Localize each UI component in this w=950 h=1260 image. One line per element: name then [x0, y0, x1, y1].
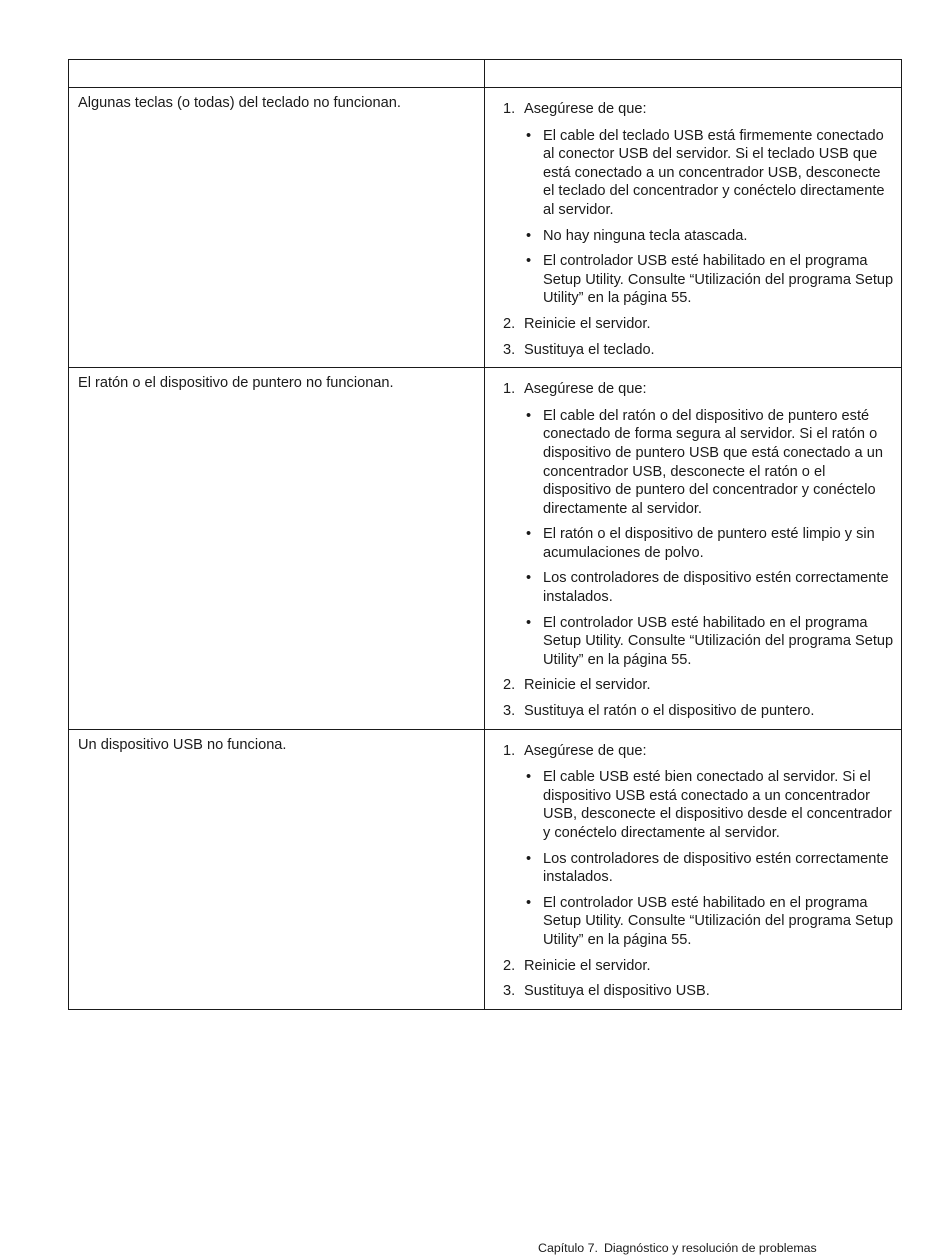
page-footer — [538, 1241, 817, 1255]
check-item — [524, 525, 895, 562]
step-number: 2. — [503, 315, 516, 332]
bullet-icon: • — [526, 614, 532, 631]
check-item — [524, 614, 895, 670]
header-symptom-cell — [69, 60, 485, 88]
action-step — [503, 702, 895, 721]
action-cell — [485, 88, 902, 368]
check-list — [524, 768, 895, 949]
step-number: 1. — [503, 742, 516, 759]
check-item — [524, 569, 895, 606]
bullet-icon: • — [526, 253, 532, 270]
bullet-icon: • — [526, 407, 532, 424]
action-step — [503, 957, 895, 976]
action-step — [503, 100, 895, 308]
action-steps-list — [503, 100, 895, 359]
step-text: Sustituya el dispositivo USB. — [524, 983, 710, 1000]
step-number: 2. — [503, 677, 516, 694]
step-number: 3. — [503, 341, 516, 358]
step-number: 2. — [503, 957, 516, 974]
step-text: Reinicie el servidor. — [524, 315, 651, 332]
step-text: Asegúrese de que: — [524, 742, 647, 759]
check-item — [524, 227, 895, 246]
check-text: No hay ninguna tecla atascada. — [543, 227, 748, 244]
check-item — [524, 407, 895, 519]
check-text: El cable del ratón o del dispositivo de puntero esté conectado de forma segura al servidor. Si el ratón o dispositivo de puntero USB que está conectado a un concentrador USB, desconecte el ratón o el dispositivo de puntero del concentrador y conéctelo directamente al servidor. — [543, 407, 883, 517]
troubleshooting-table — [68, 59, 902, 1010]
check-text: El controlador USB esté habilitado en el programa Setup Utility. Consulte “Utilización del programa Setup Utility” en la página 55. — [543, 894, 894, 948]
table-row — [69, 88, 902, 368]
check-list — [524, 407, 895, 670]
action-step — [503, 380, 895, 669]
step-text: Asegúrese de que: — [524, 101, 647, 117]
step-number: 3. — [503, 703, 516, 720]
action-steps-list — [503, 380, 895, 721]
table-row — [69, 729, 902, 1009]
bullet-icon: • — [526, 850, 532, 867]
check-item — [524, 894, 895, 950]
action-cell — [485, 368, 902, 730]
table-row — [69, 368, 902, 730]
bullet-icon: • — [526, 526, 532, 543]
step-number: 3. — [503, 983, 516, 1000]
step-number: 1. — [503, 381, 516, 398]
check-text: El cable USB esté bien conectado al servidor. Si el dispositivo USB está conectado a un concentrador USB, desconecte el dispositivo desde el concentrador y conéctelo directamente al servidor. — [543, 769, 892, 841]
step-text: Reinicie el servidor. — [524, 677, 651, 694]
bullet-icon: • — [526, 769, 532, 786]
check-text: Los controladores de dispositivo estén correctamente instalados. — [543, 850, 889, 886]
step-text: Sustituya el ratón o el dispositivo de puntero. — [524, 703, 815, 720]
action-step — [503, 315, 895, 334]
footer-title: Diagnóstico y resolución de problemas — [603, 1241, 817, 1255]
check-text: El controlador USB esté habilitado en el programa Setup Utility. Consulte “Utilización del programa Setup Utility” en la página 55. — [543, 253, 894, 307]
bullet-icon: • — [526, 127, 532, 144]
check-text: El cable del teclado USB está firmemente conectado al conector USB del servidor. Si el teclado USB que está conectado a un concentrador USB, desconecte el teclado del concentrador y conéctelo directamente al servidor. — [543, 127, 885, 218]
check-list — [524, 127, 895, 308]
table-body — [69, 60, 902, 1010]
action-step — [503, 982, 895, 1001]
check-text: El ratón o el dispositivo de puntero esté limpio y sin acumulaciones de polvo. — [543, 526, 875, 561]
symptom-cell: Un dispositivo USB no funciona. — [69, 729, 485, 1009]
table-header-row — [69, 60, 902, 88]
check-item — [524, 768, 895, 842]
header-action-cell — [485, 60, 902, 88]
action-steps-list — [503, 742, 895, 1001]
action-step — [503, 742, 895, 950]
action-step — [503, 676, 895, 695]
step-number: 1. — [503, 101, 516, 117]
footer-chapter: Capítulo 7. — [538, 1241, 598, 1255]
step-text: Asegúrese de que: — [524, 381, 647, 398]
check-text: Los controladores de dispositivo estén correctamente instalados. — [543, 570, 889, 606]
symptom-cell: El ratón o el dispositivo de puntero no funcionan. — [69, 368, 485, 730]
action-step — [503, 341, 895, 360]
symptom-cell: Algunas teclas (o todas) del teclado no funcionan. — [69, 88, 485, 368]
bullet-icon: • — [526, 894, 532, 911]
check-item — [524, 850, 895, 887]
check-item — [524, 127, 895, 220]
check-item — [524, 252, 895, 308]
step-text: Sustituya el teclado. — [524, 341, 655, 358]
bullet-icon: • — [526, 570, 532, 587]
bullet-icon: • — [526, 227, 532, 244]
action-cell — [485, 729, 902, 1009]
step-text: Reinicie el servidor. — [524, 957, 651, 974]
check-text: El controlador USB esté habilitado en el programa Setup Utility. Consulte “Utilización del programa Setup Utility” en la página 55. — [543, 614, 894, 668]
